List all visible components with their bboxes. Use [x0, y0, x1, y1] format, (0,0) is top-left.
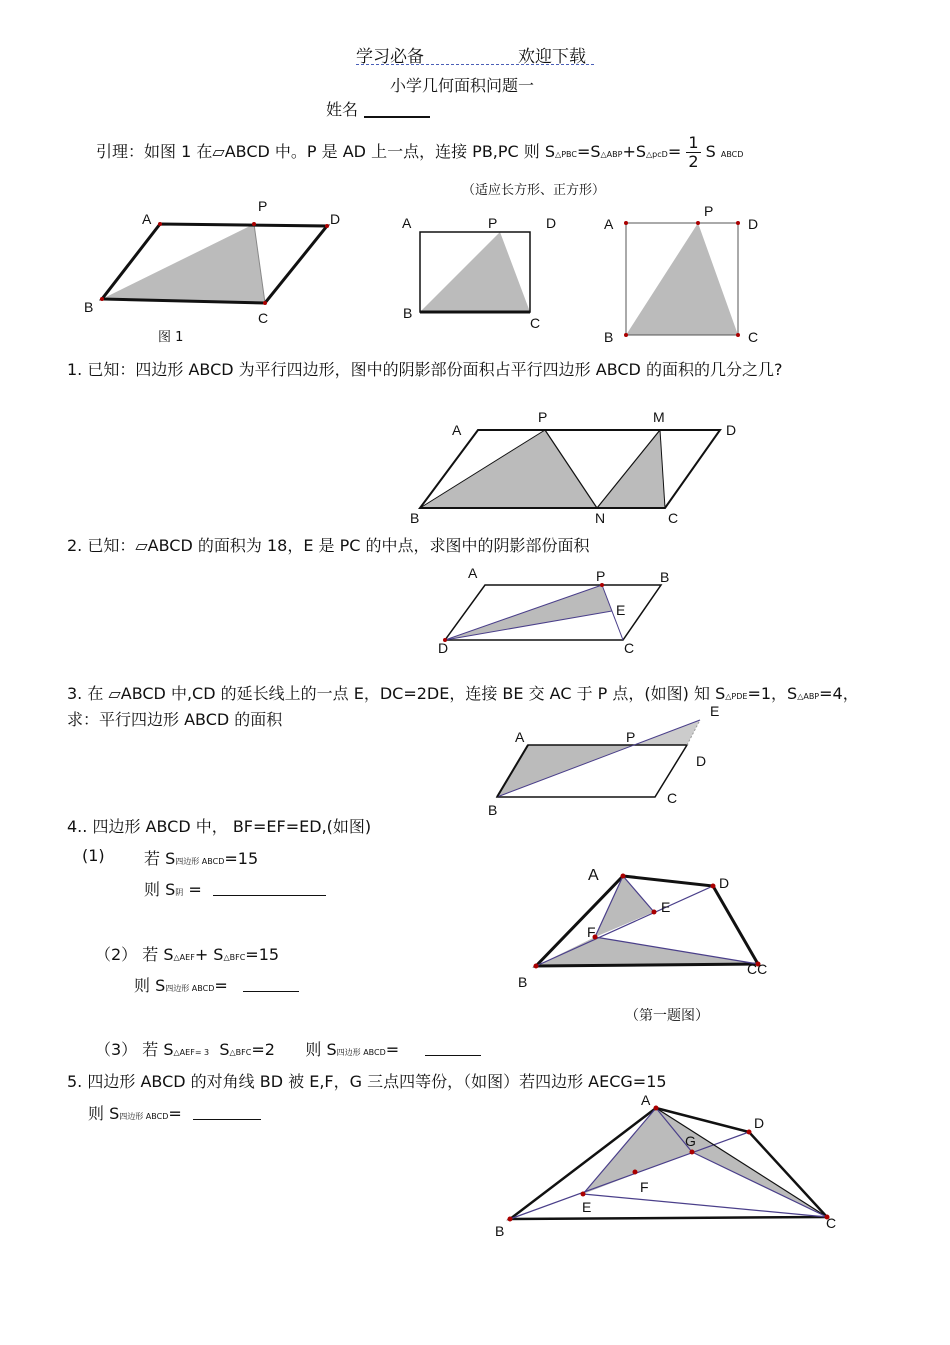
figure-q5: [490, 1090, 840, 1240]
svg-text:D: D: [696, 753, 707, 769]
svg-text:D: D: [438, 640, 449, 656]
svg-text:CC: CC: [747, 961, 768, 977]
answer-blank-4-1: [213, 895, 326, 896]
svg-text:G: G: [685, 1133, 696, 1149]
svg-text:D: D: [748, 216, 759, 232]
svg-text:B: B: [410, 510, 420, 526]
svg-text:B: B: [403, 305, 413, 321]
question-4-part-2-condition: （2） 若 S△AEF+ S△BFC=15: [95, 945, 280, 964]
svg-text:A: A: [452, 422, 462, 438]
question-4-part-3: （3） 若 S△AEF= 3 S△BFC=2 则 S四边形 ABCD=: [95, 1040, 400, 1059]
answer-blank-4-2: [243, 991, 299, 992]
page-title: 小学几何面积问题一: [390, 76, 535, 95]
name-label: 姓名: [326, 100, 359, 119]
question-2: 2. 已知：▱ABCD 的面积为 18，E 是 PC 的中点，求图中的阴影部份面积: [67, 536, 590, 555]
svg-text:C: C: [624, 640, 635, 656]
svg-text:P: P: [488, 215, 498, 231]
question-4-title: 4.. 四边形 ABCD 中， BF=EF=ED,(如图): [67, 817, 372, 836]
question-4-part-1-number: (1): [82, 846, 105, 865]
svg-text:B: B: [660, 569, 670, 585]
svg-text:C: C: [826, 1215, 837, 1231]
svg-text:C: C: [748, 329, 759, 345]
svg-text:E: E: [616, 602, 626, 618]
figure-1-caption: 图 1: [158, 330, 184, 345]
svg-text:A: A: [515, 729, 525, 745]
one-half-fraction: $\frac{1}{2}$: [688, 133, 699, 171]
answer-blank-4-3: [425, 1055, 481, 1056]
header-right: 欢迎下载: [518, 47, 586, 67]
question-5-line-1: 5. 四边形 ABCD 的对角线 BD 被 E,F，G 三点四等份，（如图）若四边形 AECG=15: [67, 1072, 667, 1091]
svg-text:A: A: [588, 867, 599, 884]
svg-text:F: F: [587, 924, 596, 940]
figure-q3: [480, 700, 730, 820]
figure-1-parallelogram: [80, 195, 350, 330]
name-blank: [364, 116, 430, 118]
svg-text:E: E: [661, 899, 671, 915]
question-4-part-1-answer: 则 S阴 =: [144, 880, 202, 899]
svg-text:C: C: [530, 315, 541, 331]
question-5-answer: 则 S四边形 ABCD=: [88, 1104, 182, 1123]
svg-text:E: E: [582, 1199, 592, 1215]
svg-text:P: P: [704, 203, 714, 219]
svg-text:B: B: [84, 299, 94, 315]
svg-text:D: D: [330, 211, 341, 227]
svg-text:D: D: [719, 875, 730, 891]
svg-text:E: E: [710, 703, 720, 719]
figure-square: [600, 205, 770, 350]
svg-text:B: B: [518, 974, 528, 990]
svg-text:D: D: [754, 1115, 765, 1131]
svg-text:D: D: [726, 422, 737, 438]
svg-text:A: A: [604, 216, 614, 232]
figure-q1: [400, 405, 750, 530]
header-left: 学习必备: [356, 47, 424, 67]
svg-text:P: P: [596, 568, 606, 584]
figure-rectangle: [400, 212, 570, 332]
svg-text:B: B: [604, 329, 614, 345]
figure-q4: [510, 862, 780, 992]
svg-text:A: A: [468, 565, 478, 581]
svg-text:A: A: [142, 211, 152, 227]
header-underline: [356, 64, 594, 65]
svg-text:C: C: [668, 510, 679, 526]
question-3-line-2: 求：平行四边形 ABCD 的面积: [67, 710, 283, 729]
svg-text:P: P: [538, 409, 548, 425]
svg-text:B: B: [488, 802, 498, 818]
question-4-part-2-answer: 则 S四边形 ABCD=: [134, 976, 228, 995]
svg-text:M: M: [653, 409, 665, 425]
lemma-text: 引理：如图 1 在▱ABCD 中。P 是 AD 上一点，连接 PB,PC 则 S△PBC=S△ABP+S△pcD= $\frac{1}{2}$ S ABCD: [96, 133, 744, 171]
svg-text:C: C: [667, 790, 678, 806]
svg-text:A: A: [641, 1092, 651, 1108]
svg-text:C: C: [258, 310, 269, 326]
svg-text:P: P: [626, 729, 636, 745]
svg-text:N: N: [595, 510, 606, 526]
figure-q2: [430, 565, 680, 660]
svg-text:P: P: [258, 198, 268, 214]
answer-blank-5: [193, 1119, 261, 1120]
figure-q4-caption: （第一题图）: [625, 1008, 709, 1024]
question-1: 1. 已知：四边形 ABCD 为平行四边形，图中的阴影部份面积占平行四边形 ABCD 的面积的几分之几?: [67, 360, 783, 379]
svg-text:A: A: [402, 215, 412, 231]
question-3-line-1: 3. 在 ▱ABCD 中,CD 的延长线上的一点 E，DC=2DE，连接 BE 交 AC 于 P 点，(如图) 知 S△PDE=1，S△ABP=4，: [67, 684, 859, 703]
lemma-note: （适应长方形、正方形）: [462, 183, 606, 198]
svg-text:D: D: [546, 215, 557, 231]
question-4-part-1-condition: 若 S四边形 ABCD=15: [144, 849, 259, 868]
svg-text:F: F: [640, 1179, 649, 1195]
svg-text:B: B: [495, 1223, 505, 1239]
